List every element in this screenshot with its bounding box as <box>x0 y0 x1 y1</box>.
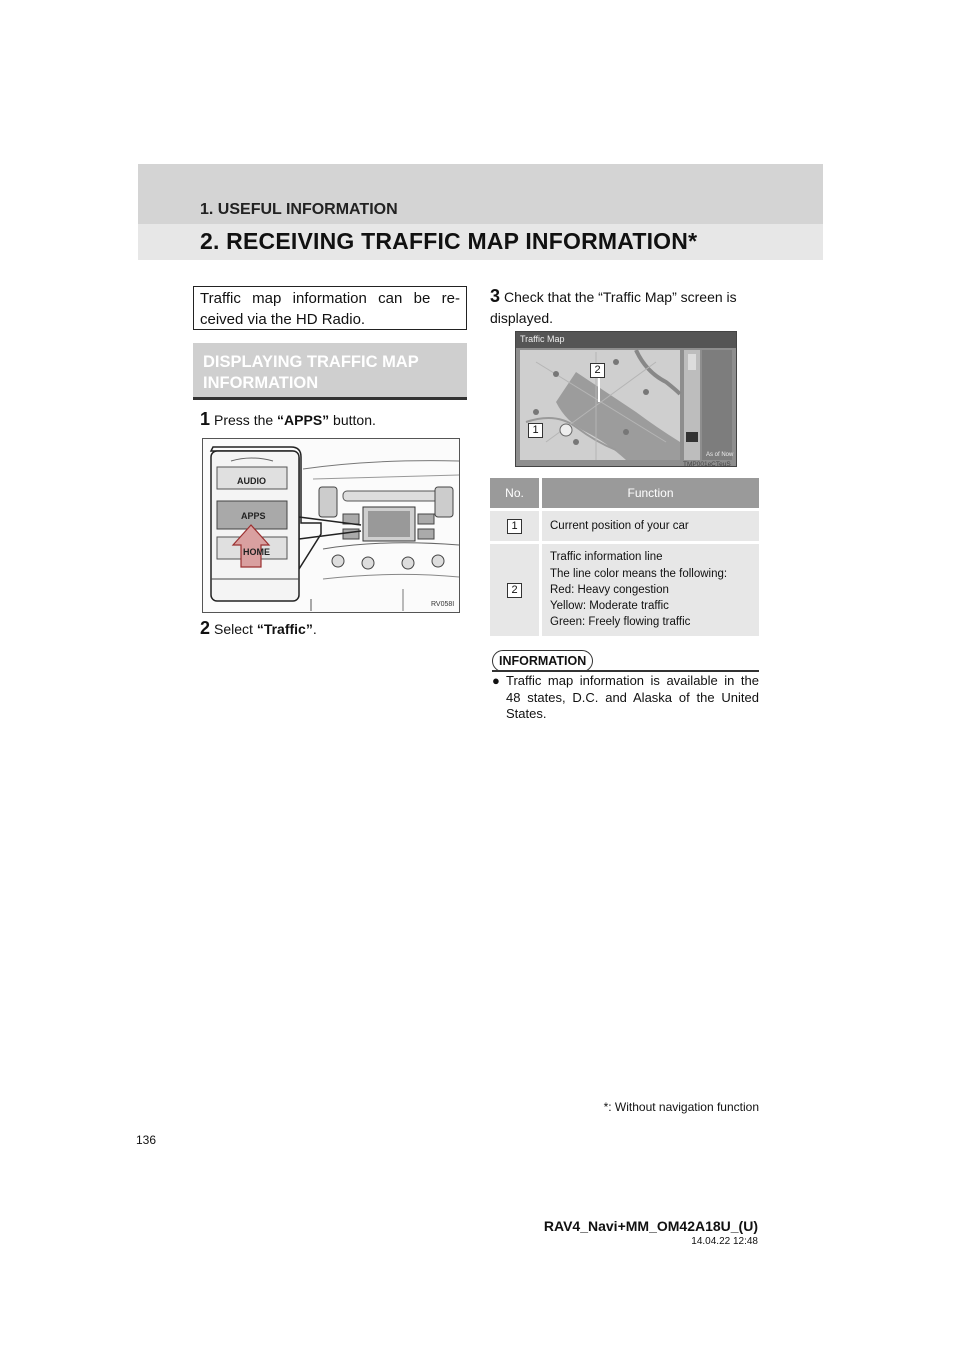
step-text: Check that the “Traffic Map” screen is displayed. <box>490 289 737 326</box>
traffic-map-figure <box>515 331 737 467</box>
information-label: INFORMATION <box>492 650 593 672</box>
page-number: 136 <box>136 1133 157 1147</box>
function-line: Yellow: Moderate traffic <box>550 600 669 613</box>
traffic-map-illustration <box>516 332 736 466</box>
step-number: 1 <box>200 409 211 429</box>
step-1 <box>200 409 376 430</box>
table-row <box>490 543 759 637</box>
bullet-icon: ● <box>492 673 500 688</box>
home-button-label: HOME <box>243 547 270 557</box>
information-rule <box>492 670 759 672</box>
function-line: Red: Heavy congestion <box>550 583 669 596</box>
figure-code: TMP001eCTeuS <box>683 461 731 468</box>
row-number-box: 1 <box>507 519 522 534</box>
intro-box: Traffic map information can be re-ceived via the HD Radio. <box>193 286 467 330</box>
step-text-post: . <box>312 621 317 637</box>
document-date: 14.04.22 12:48 <box>691 1236 758 1247</box>
apps-button-label: APPS <box>241 511 266 521</box>
table-cell-no <box>490 543 541 637</box>
table-row <box>490 510 759 543</box>
callout-2: 2 <box>590 363 605 378</box>
row-number-box: 2 <box>507 583 522 598</box>
step-text-post: button. <box>329 412 376 428</box>
dashboard-figure <box>202 438 460 613</box>
function-line: Current position of your car <box>550 520 689 532</box>
function-line: Traffic information line <box>550 551 663 564</box>
table-cell-no <box>490 510 541 543</box>
screen-title: Traffic Map <box>520 334 565 344</box>
table-cell-function <box>541 510 760 543</box>
step-text-pre: Press the <box>214 412 278 428</box>
column-header-no: No. <box>490 478 541 510</box>
sub-heading-line1: DISPLAYING TRAFFIC MAP <box>203 353 419 371</box>
dashboard-illustration <box>203 439 459 612</box>
footnote: *: Without navigation function <box>603 1100 759 1114</box>
audio-button-label: AUDIO <box>237 476 266 486</box>
section-label: 1. USEFUL INFORMATION <box>200 201 398 218</box>
information-text: Traffic map information is available in the 48 states, D.C. and Alaska of the United States. <box>506 673 759 721</box>
function-table <box>490 478 759 636</box>
sub-heading <box>193 343 467 400</box>
function-line: The line color means the following: <box>550 567 728 580</box>
step-keyword: “APPS” <box>277 412 330 428</box>
step-number: 2 <box>200 618 211 638</box>
document-code: RAV4_Navi+MM_OM42A18U_(U) <box>543 1218 758 1234</box>
function-line: Green: Freely flowing traffic <box>550 616 691 629</box>
step-3 <box>490 286 762 329</box>
table-header-row <box>490 478 759 510</box>
table-cell-function <box>541 543 760 637</box>
as-of-label: As of Now <box>706 452 734 458</box>
step-text-pre: Select <box>214 621 257 637</box>
figure-code: RV058I <box>431 601 455 608</box>
page-title: 2. RECEIVING TRAFFIC MAP INFORMATION* <box>200 228 698 254</box>
step-number: 3 <box>490 286 501 306</box>
callout-1: 1 <box>528 423 543 438</box>
information-note <box>492 673 759 723</box>
column-header-function: Function <box>541 478 760 510</box>
step-2 <box>200 618 317 639</box>
step-keyword: “Traffic” <box>256 621 313 637</box>
sub-heading-line2: INFORMATION <box>203 374 319 392</box>
